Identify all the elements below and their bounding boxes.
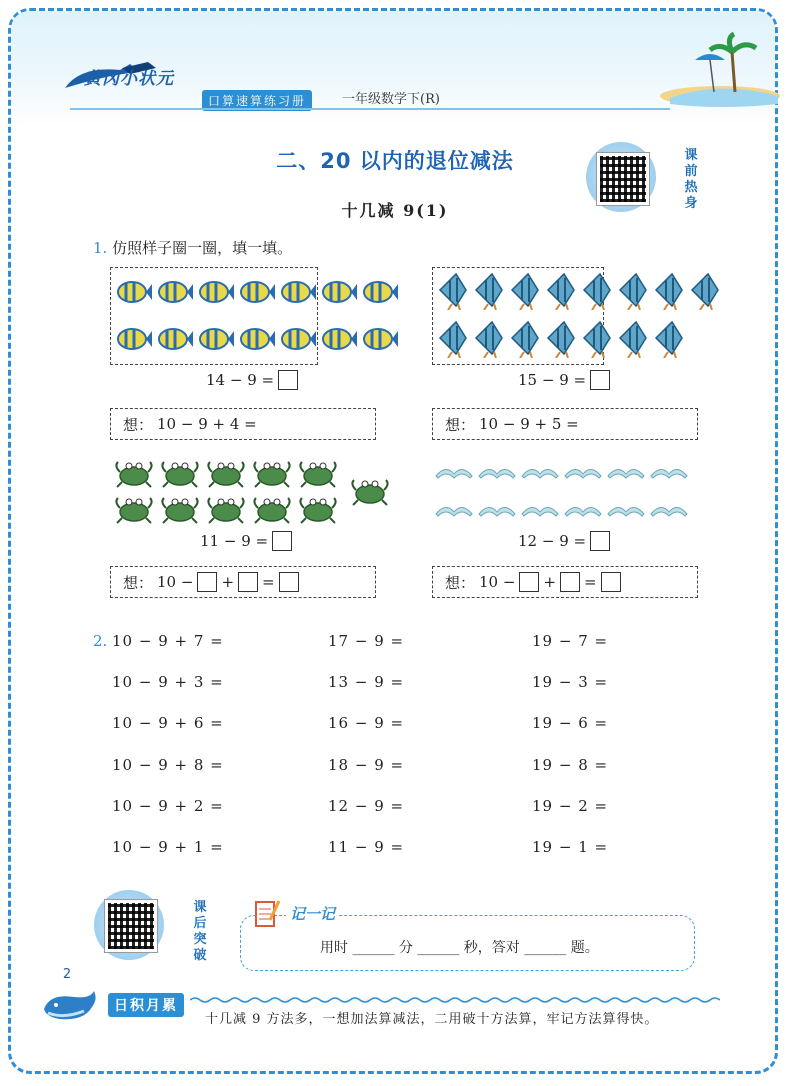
panel-4-equation bbox=[518, 531, 610, 551]
angelfish-icon bbox=[616, 270, 650, 310]
whale-icon bbox=[40, 985, 102, 1025]
angelfish-icon bbox=[616, 318, 650, 358]
question-1-text: 仿照样子圈一圈，填一填。 bbox=[112, 239, 293, 257]
think-prefix: 想： bbox=[445, 573, 476, 592]
beach-island-icon bbox=[640, 30, 780, 110]
angelfish-icon bbox=[508, 270, 542, 310]
crab-icon bbox=[298, 458, 338, 488]
question-1-number: 1. bbox=[93, 239, 108, 257]
fish-icon bbox=[116, 325, 152, 353]
angelfish-icon bbox=[508, 318, 542, 358]
angelfish-icon bbox=[472, 318, 506, 358]
calc-item: 19 − 3 = bbox=[532, 673, 609, 691]
grade-label: 一年级数学下(R) bbox=[342, 92, 440, 107]
crab-icon bbox=[298, 494, 338, 524]
calc-item: 10 − 9 + 7 = bbox=[112, 632, 224, 650]
brand-name: 黄冈小状元 bbox=[84, 69, 174, 89]
angelfish-icon bbox=[688, 270, 722, 310]
panel-4-think-b: + bbox=[543, 573, 557, 591]
calc-item: 18 − 9 = bbox=[328, 756, 405, 774]
panel-3-equation-text: 11 − 9 = bbox=[200, 532, 269, 550]
angelfish-icon bbox=[436, 318, 470, 358]
calc-item: 10 − 9 + 1 = bbox=[112, 838, 224, 856]
calc-item: 19 − 6 = bbox=[532, 714, 609, 732]
qr-code-top[interactable] bbox=[597, 153, 649, 205]
calc-item: 10 − 9 + 8 = bbox=[112, 756, 224, 774]
footer-saying: 十几减 9 方法多，一想加法算减法，二用破十方法算，牢记方法算得快。 bbox=[205, 1012, 659, 1027]
panel-3-think-box bbox=[110, 566, 376, 598]
panel-1-think-box bbox=[110, 408, 376, 440]
seagull-icon bbox=[606, 462, 646, 482]
fish-icon bbox=[362, 278, 398, 306]
think-prefix: 想： bbox=[123, 415, 154, 434]
panel-1-think-text: 10 − 9 + 4 = bbox=[157, 415, 257, 433]
fish-icon bbox=[280, 278, 316, 306]
angelfish-icon bbox=[580, 270, 614, 310]
angelfish-icon bbox=[544, 318, 578, 358]
crab-icon bbox=[114, 494, 154, 524]
seagull-icon bbox=[563, 500, 603, 520]
crab-icon bbox=[252, 458, 292, 488]
crab-row-top bbox=[114, 458, 344, 488]
angelfish-icon bbox=[652, 318, 686, 358]
answer-box[interactable] bbox=[197, 572, 217, 592]
question-1 bbox=[93, 237, 292, 258]
calc-item: 10 − 9 + 6 = bbox=[112, 714, 224, 732]
seagull-icon bbox=[434, 500, 474, 520]
page-number: 2 bbox=[62, 967, 72, 982]
panel-1-equation-text: 14 − 9 = bbox=[206, 371, 275, 389]
qr-top-label: 课前热身 bbox=[684, 148, 698, 211]
answer-box[interactable] bbox=[278, 370, 298, 390]
crab-icon bbox=[252, 494, 292, 524]
seagull-icon bbox=[477, 500, 517, 520]
calc-item: 12 − 9 = bbox=[328, 797, 405, 815]
crab-extra bbox=[350, 476, 396, 506]
panel-4-think-box bbox=[432, 566, 698, 598]
angelfish-icon bbox=[580, 318, 614, 358]
section-title: 二、20 以内的退位减法 bbox=[276, 149, 514, 173]
calc-item: 19 − 1 = bbox=[532, 838, 609, 856]
calc-item: 19 − 2 = bbox=[532, 797, 609, 815]
qr-code-bottom[interactable] bbox=[105, 900, 157, 952]
panel-3-equation bbox=[200, 531, 292, 551]
think-prefix: 想： bbox=[123, 573, 154, 592]
think-prefix: 想： bbox=[445, 415, 476, 434]
answer-box[interactable] bbox=[279, 572, 299, 592]
calc-item: 19 − 8 = bbox=[532, 756, 609, 774]
calc-item: 10 − 9 + 2 = bbox=[112, 797, 224, 815]
question-2-number-text: 2. bbox=[93, 632, 108, 650]
panel-1-equation bbox=[206, 370, 298, 390]
series-badge: 口算速算练习册 bbox=[202, 90, 312, 111]
panel-2-think-text: 10 − 9 + 5 = bbox=[479, 415, 579, 433]
fish-row-top-left bbox=[116, 278, 403, 306]
answer-box[interactable] bbox=[272, 531, 292, 551]
angelfish-row-top bbox=[436, 270, 724, 310]
angelfish-row-bottom bbox=[436, 318, 688, 358]
crab-icon bbox=[160, 458, 200, 488]
memo-line: 用时 ______ 分 ______ 秒，答对 ______ 题。 bbox=[320, 940, 599, 956]
calc-item: 10 − 9 + 3 = bbox=[112, 673, 224, 691]
panel-2-equation bbox=[518, 370, 610, 390]
seagull-icon bbox=[649, 462, 689, 482]
seagull-icon bbox=[434, 462, 474, 482]
panel-3-think-b: + bbox=[221, 573, 235, 591]
panel-2-equation-text: 15 − 9 = bbox=[518, 371, 587, 389]
crab-row-bottom bbox=[114, 494, 344, 524]
question-2-number bbox=[93, 632, 107, 650]
calc-item: 16 − 9 = bbox=[328, 714, 405, 732]
fish-icon bbox=[198, 278, 234, 306]
crab-icon bbox=[160, 494, 200, 524]
bird-row-bottom bbox=[434, 500, 692, 520]
wave-divider bbox=[190, 996, 720, 1004]
angelfish-icon bbox=[652, 270, 686, 310]
seagull-icon bbox=[520, 462, 560, 482]
answer-box[interactable] bbox=[560, 572, 580, 592]
fish-icon bbox=[321, 325, 357, 353]
answer-box[interactable] bbox=[590, 370, 610, 390]
calc-item: 13 − 9 = bbox=[328, 673, 405, 691]
panel-4-equation-text: 12 − 9 = bbox=[518, 532, 587, 550]
seagull-icon bbox=[520, 500, 560, 520]
header-divider bbox=[70, 108, 670, 110]
fish-icon bbox=[321, 278, 357, 306]
fish-row-bottom-left bbox=[116, 325, 403, 353]
crab-icon bbox=[206, 458, 246, 488]
fish-icon bbox=[280, 325, 316, 353]
panel-3-think-a: 10 − bbox=[157, 573, 194, 591]
answer-box[interactable] bbox=[519, 572, 539, 592]
lesson-subtitle: 十几减 9(1) bbox=[341, 201, 449, 220]
crab-icon bbox=[114, 458, 154, 488]
calc-item: 17 − 9 = bbox=[328, 632, 405, 650]
fish-icon bbox=[157, 325, 193, 353]
qr-bottom-label: 课后突破 bbox=[193, 900, 207, 963]
calc-item: 19 − 7 = bbox=[532, 632, 609, 650]
panel-3-think-c: = bbox=[262, 573, 275, 591]
crab-icon bbox=[206, 494, 246, 524]
angelfish-icon bbox=[436, 270, 470, 310]
panel-2-think-box bbox=[432, 408, 698, 440]
notepad-pencil-icon bbox=[254, 898, 280, 928]
memo-title: 记一记 bbox=[286, 903, 339, 924]
calc-item: 11 − 9 = bbox=[328, 838, 405, 856]
panel-4-think-a: 10 − bbox=[479, 573, 516, 591]
angelfish-icon bbox=[472, 270, 506, 310]
seagull-icon bbox=[606, 500, 646, 520]
fish-icon bbox=[157, 278, 193, 306]
seagull-icon bbox=[477, 462, 517, 482]
fish-icon bbox=[239, 278, 275, 306]
fish-icon bbox=[116, 278, 152, 306]
seagull-icon bbox=[563, 462, 603, 482]
fish-icon bbox=[198, 325, 234, 353]
panel-4-think-c: = bbox=[584, 573, 597, 591]
bird-row-top bbox=[434, 462, 692, 482]
answer-box[interactable] bbox=[590, 531, 610, 551]
daily-accumulation-badge: 日积月累 bbox=[108, 993, 184, 1017]
fish-icon bbox=[239, 325, 275, 353]
answer-box[interactable] bbox=[601, 572, 621, 592]
crab-icon bbox=[350, 476, 390, 506]
fish-icon bbox=[362, 325, 398, 353]
angelfish-icon bbox=[544, 270, 578, 310]
answer-box[interactable] bbox=[238, 572, 258, 592]
seagull-icon bbox=[649, 500, 689, 520]
